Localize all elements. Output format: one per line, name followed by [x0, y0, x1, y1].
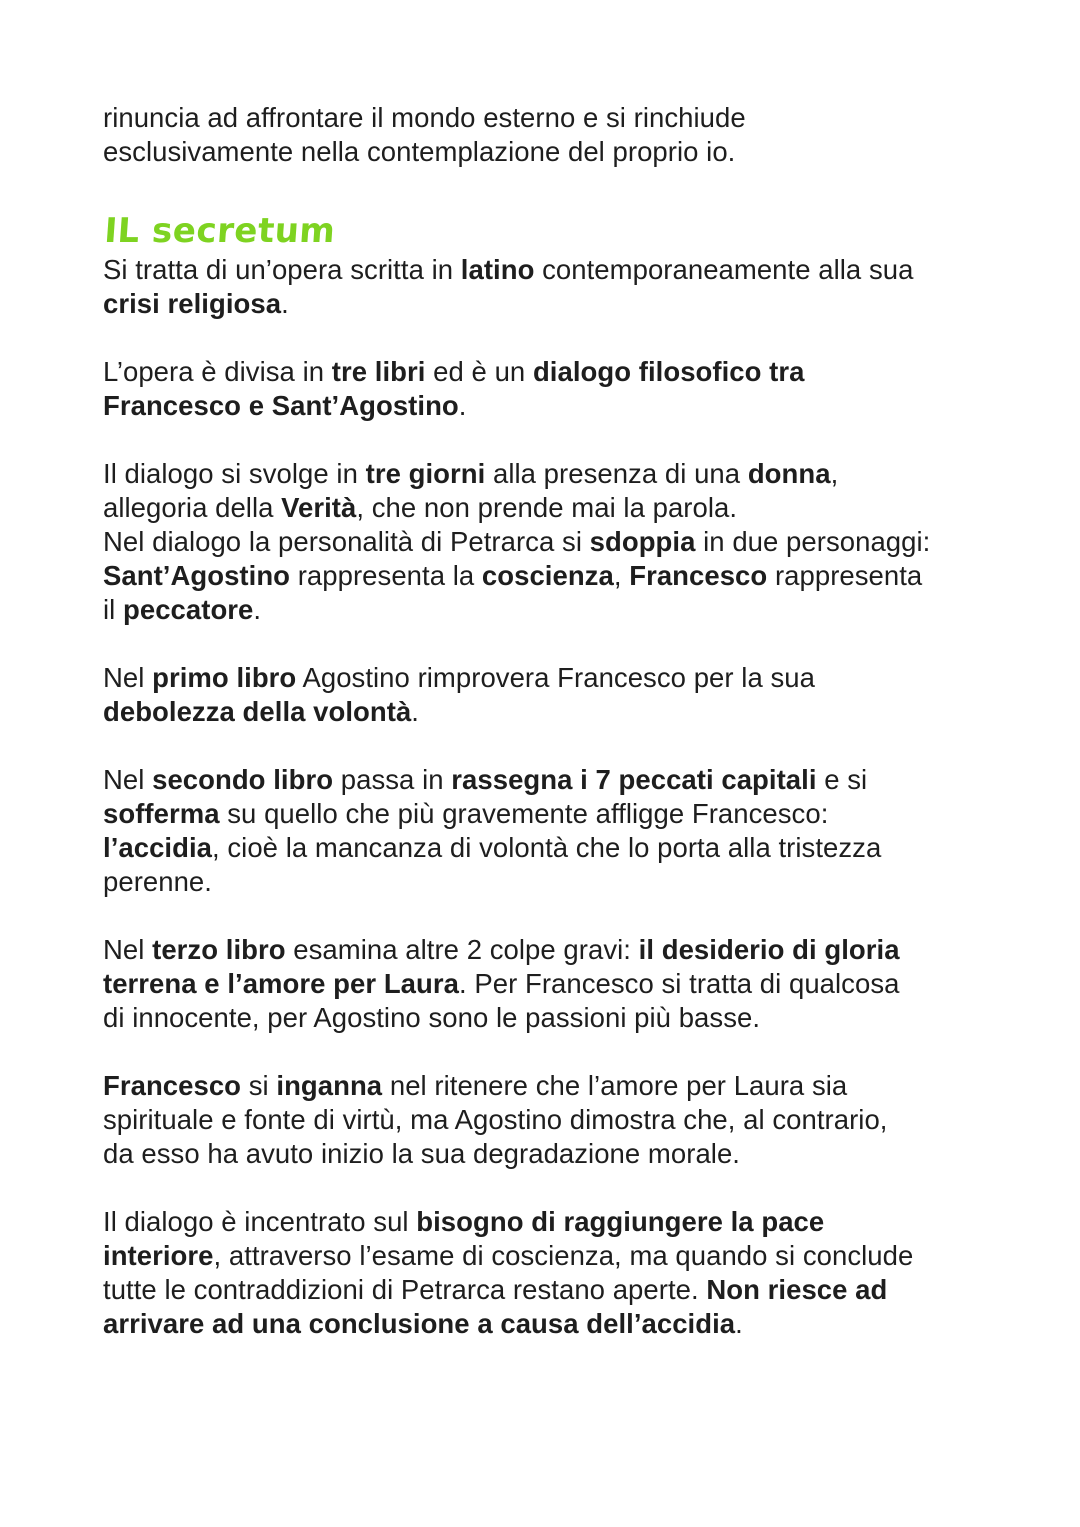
bold-text-run: interiore	[103, 1240, 214, 1271]
text-run: su quello che più gravemente affligge Francesco:	[219, 798, 829, 829]
bold-text-run: Francesco	[629, 560, 768, 591]
text-run: Nel	[103, 934, 153, 965]
text-run: e si	[816, 764, 868, 795]
bold-text-run: Francesco e Sant’Agostino	[103, 390, 459, 421]
text-run: passa in	[333, 764, 452, 795]
bold-text-run: peccatore	[123, 594, 254, 625]
text-run: ,	[830, 458, 839, 489]
bold-text-run: terzo libro	[152, 934, 286, 965]
text-run: Agostino rimprovera Francesco per la sua	[296, 662, 815, 693]
text-run: il	[103, 594, 124, 625]
bold-text-run: inganna	[276, 1070, 383, 1101]
bold-text-run: crisi religiosa	[103, 288, 282, 319]
text-run: Si tratta di un’opera scritta in	[103, 254, 461, 285]
text-run: , attraverso l’esame di coscienza, ma quando si conclude	[213, 1240, 914, 1271]
bold-text-run: coscienza	[481, 560, 614, 591]
bold-text-run: l’accidia	[103, 832, 212, 863]
text-run: .	[281, 288, 289, 319]
text-run: Il dialogo è incentrato sul	[103, 1206, 417, 1237]
bold-text-run: terrena e l’amore per Laura	[103, 968, 459, 999]
text-run: esamina altre 2 colpe gravi:	[285, 934, 639, 965]
text-run: Il dialogo si svolge in	[103, 458, 366, 489]
text-run: Nel dialogo la personalità di Petrarca si	[103, 526, 590, 557]
intro-paragraph	[103, 101, 803, 169]
bold-text-run: il desiderio di gloria	[638, 934, 900, 965]
text-run: ed è un	[425, 356, 533, 387]
text-run: ,	[613, 560, 630, 591]
text-run: .	[411, 696, 419, 727]
text-run: nel ritenere che l’amore per Laura sia	[382, 1070, 848, 1101]
bold-text-run: arrivare ad una conclusione a causa dell’accidia	[103, 1308, 736, 1339]
bold-text-run: sdoppia	[589, 526, 696, 557]
text-run: alla presenza di una	[485, 458, 748, 489]
document-page	[103, 101, 1003, 1341]
text-run: spirituale e fonte di virtù, ma Agostino dimostra che, al contrario,	[103, 1104, 888, 1135]
text-run: rappresenta	[767, 560, 923, 591]
text-run: in due personaggi:	[695, 526, 931, 557]
bold-text-run: tre giorni	[365, 458, 486, 489]
bold-text-run: latino	[460, 254, 535, 285]
paragraph-tre-giorni	[103, 457, 1003, 627]
text-run: perenne.	[103, 866, 212, 897]
paragraph-tre-libri	[103, 355, 1003, 423]
text-run: rinuncia ad affrontare il mondo esterno e si rinchiude esclusivamente nella contemplazione del proprio io.	[103, 102, 746, 167]
text-run: rappresenta la	[290, 560, 482, 591]
text-run: .	[735, 1308, 743, 1339]
paragraph-terzo-libro	[103, 933, 1003, 1035]
text-run: si	[241, 1070, 277, 1101]
text-run: da esso ha avuto inizio la sua degradazione morale.	[103, 1138, 740, 1169]
bold-text-run: tre libri	[331, 356, 426, 387]
bold-text-run: Non riesce ad	[706, 1274, 888, 1305]
paragraph-francesco-inganna	[103, 1069, 1003, 1171]
paragraph-primo-libro	[103, 661, 1003, 729]
text-run: di innocente, per Agostino sono le passioni più basse.	[103, 1002, 761, 1033]
bold-text-run: Verità	[281, 492, 357, 523]
section-body	[103, 253, 1003, 1341]
bold-text-run: bisogno di raggiungere la pace	[416, 1206, 825, 1237]
text-run: , cioè la mancanza di volontà che lo porta alla tristezza	[212, 832, 882, 863]
text-run: contemporaneamente alla sua	[534, 254, 914, 285]
paragraph-conclusione	[103, 1205, 1003, 1341]
bold-text-run: primo libro	[152, 662, 297, 693]
bold-text-run: dialogo filosofico tra	[532, 356, 805, 387]
bold-text-run: secondo libro	[152, 764, 334, 795]
bold-text-run: debolezza della volontà	[103, 696, 412, 727]
text-run: .	[253, 594, 262, 625]
bold-text-run: Sant’Agostino	[103, 560, 291, 591]
text-run: .	[458, 390, 467, 421]
bold-text-run: rassegna i 7 peccati capitali	[451, 764, 817, 795]
section-heading: IL secretum	[103, 211, 337, 251]
text-run: L’opera è divisa in	[103, 356, 332, 387]
text-run: allegoria della	[103, 492, 282, 523]
bold-text-run: sofferma	[103, 798, 220, 829]
bold-text-run: donna	[747, 458, 831, 489]
text-run: Nel	[103, 764, 153, 795]
paragraph-opera-latino	[103, 253, 1003, 321]
text-run: tutte le contraddizioni di Petrarca restano aperte.	[103, 1274, 707, 1305]
bold-text-run: Francesco	[103, 1070, 242, 1101]
paragraph-secondo-libro	[103, 763, 1003, 899]
text-run: . Per Francesco si tratta di qualcosa	[458, 968, 900, 999]
text-run: Nel	[103, 662, 153, 693]
text-run: , che non prende mai la parola.	[356, 492, 738, 523]
